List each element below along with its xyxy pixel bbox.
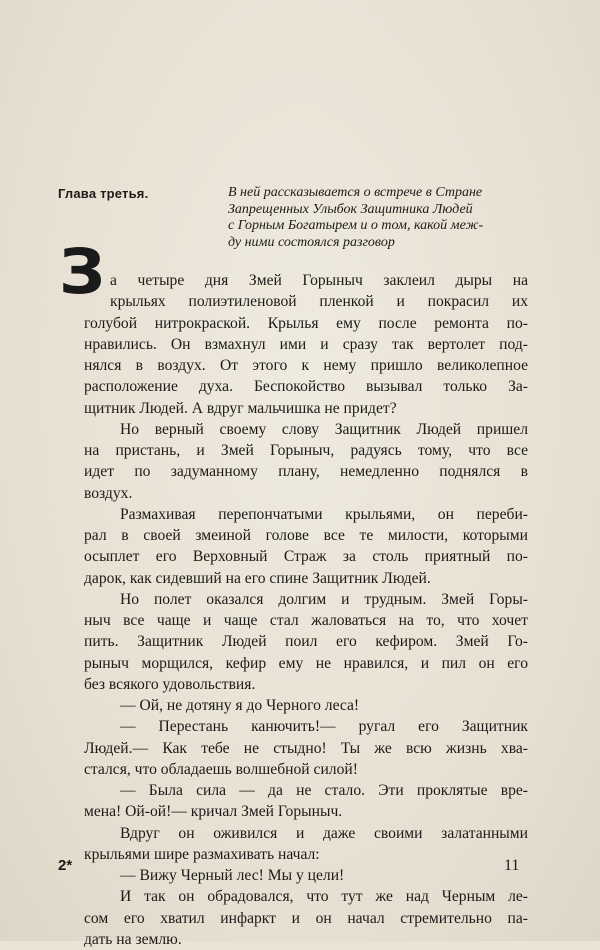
- body-line: — Перестань канючить!— ругал его Защитник: [120, 718, 528, 736]
- body-line: нялся в воздух. От этого к нему пришло великолепное: [84, 357, 528, 374]
- body-line: — Вижу Черный лес! Мы у цели!: [120, 867, 345, 884]
- body-line: Размахивая перепончатыми крыльями, он переби-: [120, 505, 528, 523]
- body-line: воздух.: [84, 484, 133, 502]
- drop-cap: З: [59, 235, 106, 308]
- body-line: нравились. Он взмахнул ими и сразу так вертолет под-: [84, 335, 528, 353]
- summary-line: Запрещенных Улыбок Защитника Людей: [228, 201, 473, 217]
- body-line: рал в своей змеиной голове все те милости, которыми: [84, 527, 528, 544]
- summary-line: В ней рассказывается о встрече в Стране: [228, 185, 483, 200]
- body-line: без всякого удовольствия.: [84, 675, 256, 693]
- signature-mark: 2*: [58, 857, 73, 874]
- body-line: идет по задуманному плану, немедленно поднялся в: [84, 463, 528, 481]
- body-line: дать на землю.: [84, 930, 182, 948]
- body-line: пить. Защитник Людей поил его кефиром. Змей Го-: [84, 633, 528, 651]
- body-line: стался, что обладаешь волшебной силой!: [84, 760, 358, 778]
- body-line: дарок, как сидевший на его спине Защитник Людей.: [84, 569, 431, 587]
- body-line: а четыре дня Змей Горыныч заклеил дыры на: [110, 272, 528, 289]
- summary-line: с Горным Богатырем и о том, какой меж-: [228, 218, 484, 233]
- body-line: расположение духа. Беспокойство вызывал только За-: [84, 378, 528, 396]
- body-line: крыльями шире размахивать начал:: [84, 845, 320, 863]
- body-line: рыныч морщился, кефир ему не нравился, и пил он его: [84, 654, 528, 672]
- body-line: сом его хватил инфаркт и он начал стремительно па-: [84, 909, 528, 927]
- summary-line: ду ними состоялся разговор: [228, 234, 395, 250]
- body-line: на пристань, и Змей Горыныч, радуясь тому, что все: [84, 442, 528, 459]
- body-line: — Была сила — да не стало. Эти проклятые вре-: [120, 782, 528, 799]
- body-line: крыльях полиэтиленовой пленкой и покрасил их: [110, 293, 528, 311]
- body-line: Но полет оказался долгим и трудным. Змей Горы-: [120, 590, 528, 608]
- body-line: — Ой, не дотяну я до Черного леса!: [120, 697, 360, 714]
- body-line: ныч все чаще и чаще стал жаловаться на то, что хочет: [84, 612, 528, 629]
- body-line: голубой нитрокраской. Крылья ему после ремонта по-: [84, 314, 528, 332]
- body-line: щитник Людей. А вдруг мальчишка не придет?: [84, 399, 397, 417]
- body-text: [84, 270, 528, 950]
- body-line: Но верный своему слову Защитник Людей пришел: [120, 420, 528, 438]
- body-line: мена! Ой-ой!— кричал Змей Горыныч.: [84, 803, 343, 821]
- page-number: 11: [504, 857, 520, 874]
- chapter-label: Глава третья.: [58, 186, 149, 201]
- body-line: осыплет его Верховный Страж за столь приятный по-: [84, 548, 528, 566]
- body-line: Людей.— Как тебе не стыдно! Ты же всю жизнь хва-: [84, 739, 528, 757]
- chapter-summary: [228, 185, 528, 251]
- body-line: И так он обрадовался, что тут же над Черным ле-: [120, 888, 528, 906]
- body-line: Вдруг он оживился и даже своими залатанными: [120, 824, 528, 842]
